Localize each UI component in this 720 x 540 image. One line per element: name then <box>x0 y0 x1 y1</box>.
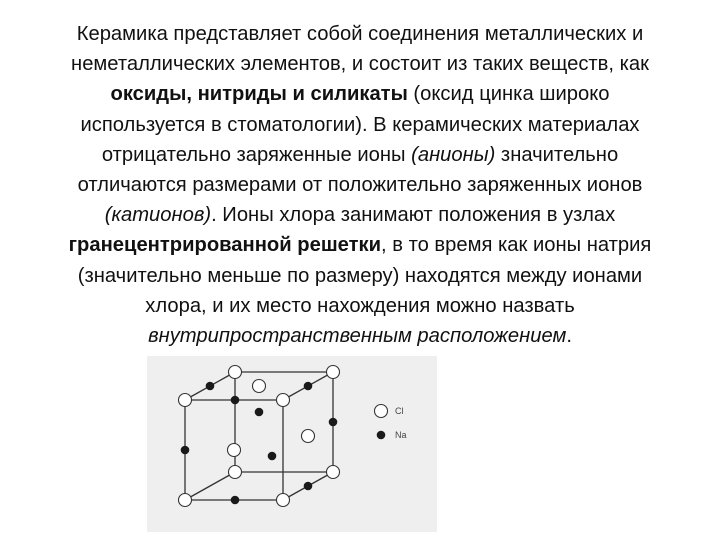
text-line-8 <box>0 230 720 260</box>
text-l10: хлора, и их место нахождения можно назвать <box>145 294 575 317</box>
text-l2: неметаллических элементов, и состоит из таких веществ, как <box>71 53 649 76</box>
text-line-1 <box>0 19 720 49</box>
text-line-4 <box>0 110 720 140</box>
text-l9: (значительно меньше по размеру) находятся между ионами <box>77 264 643 287</box>
cl-ion <box>229 366 242 379</box>
text-l11-end: . <box>566 325 572 348</box>
legend-cl-symbol <box>375 405 388 418</box>
text-line-3 <box>0 79 720 109</box>
text-l3-bold: оксиды, нитриды и силикаты <box>110 83 408 106</box>
cl-ion <box>229 466 242 479</box>
nacl-lattice-diagram <box>147 356 437 532</box>
cl-ion <box>253 380 266 393</box>
text-l5-b: значительно <box>495 143 619 166</box>
cl-ion <box>302 430 315 443</box>
text-line-6 <box>0 170 720 200</box>
crystal-lattice-figure <box>147 356 437 532</box>
na-ion <box>206 382 215 391</box>
text-l7-italic: (катионов) <box>104 204 212 227</box>
cl-ion <box>327 366 340 379</box>
na-ion <box>231 396 240 405</box>
cl-ion <box>277 394 290 407</box>
na-ion <box>255 408 264 417</box>
na-ion <box>304 482 313 491</box>
text-l8-rest: , в то время как ионы натрия <box>381 234 652 257</box>
cl-ion <box>277 494 290 507</box>
cl-ion <box>179 394 192 407</box>
cl-ion <box>228 444 241 457</box>
text-line-5 <box>0 140 720 170</box>
text-line-7 <box>0 200 720 230</box>
na-ion <box>304 382 313 391</box>
cl-ion <box>327 466 340 479</box>
legend-na-label: Na <box>395 430 407 440</box>
na-ion <box>231 496 240 505</box>
na-ion <box>329 418 338 427</box>
body-paragraph <box>0 19 720 351</box>
text-line-10 <box>0 291 720 321</box>
text-l3-rest: (оксид цинка широко <box>407 83 610 106</box>
cl-ions <box>179 366 340 507</box>
text-l11-italic: внутрипространственным расположением <box>148 325 567 348</box>
cl-ion <box>179 494 192 507</box>
text-line-9 <box>0 261 720 291</box>
edge-bottom-left-depth <box>185 472 235 500</box>
text-line-11 <box>0 321 720 351</box>
text-l5-a: отрицательно заряженные ионы <box>101 143 412 166</box>
text-l6: отличаются размерами от положительно заряженных ионов <box>77 174 643 197</box>
text-l5-italic: (анионы) <box>411 143 496 166</box>
na-ion <box>181 446 190 455</box>
legend-cl-label: Cl <box>395 406 404 416</box>
legend-na-symbol <box>377 431 386 440</box>
text-line-2 <box>0 49 720 79</box>
na-ion <box>268 452 277 461</box>
text-l1: Керамика представляет собой соединения металлических и <box>76 23 644 45</box>
figure-legend <box>375 405 407 441</box>
text-l7-rest: . Ионы хлора занимают положения в узлах <box>211 204 616 227</box>
text-l8-bold: гранецентрированной решетки <box>68 234 382 257</box>
text-l4: используется в стоматологии). В керамических материалах <box>80 113 640 136</box>
